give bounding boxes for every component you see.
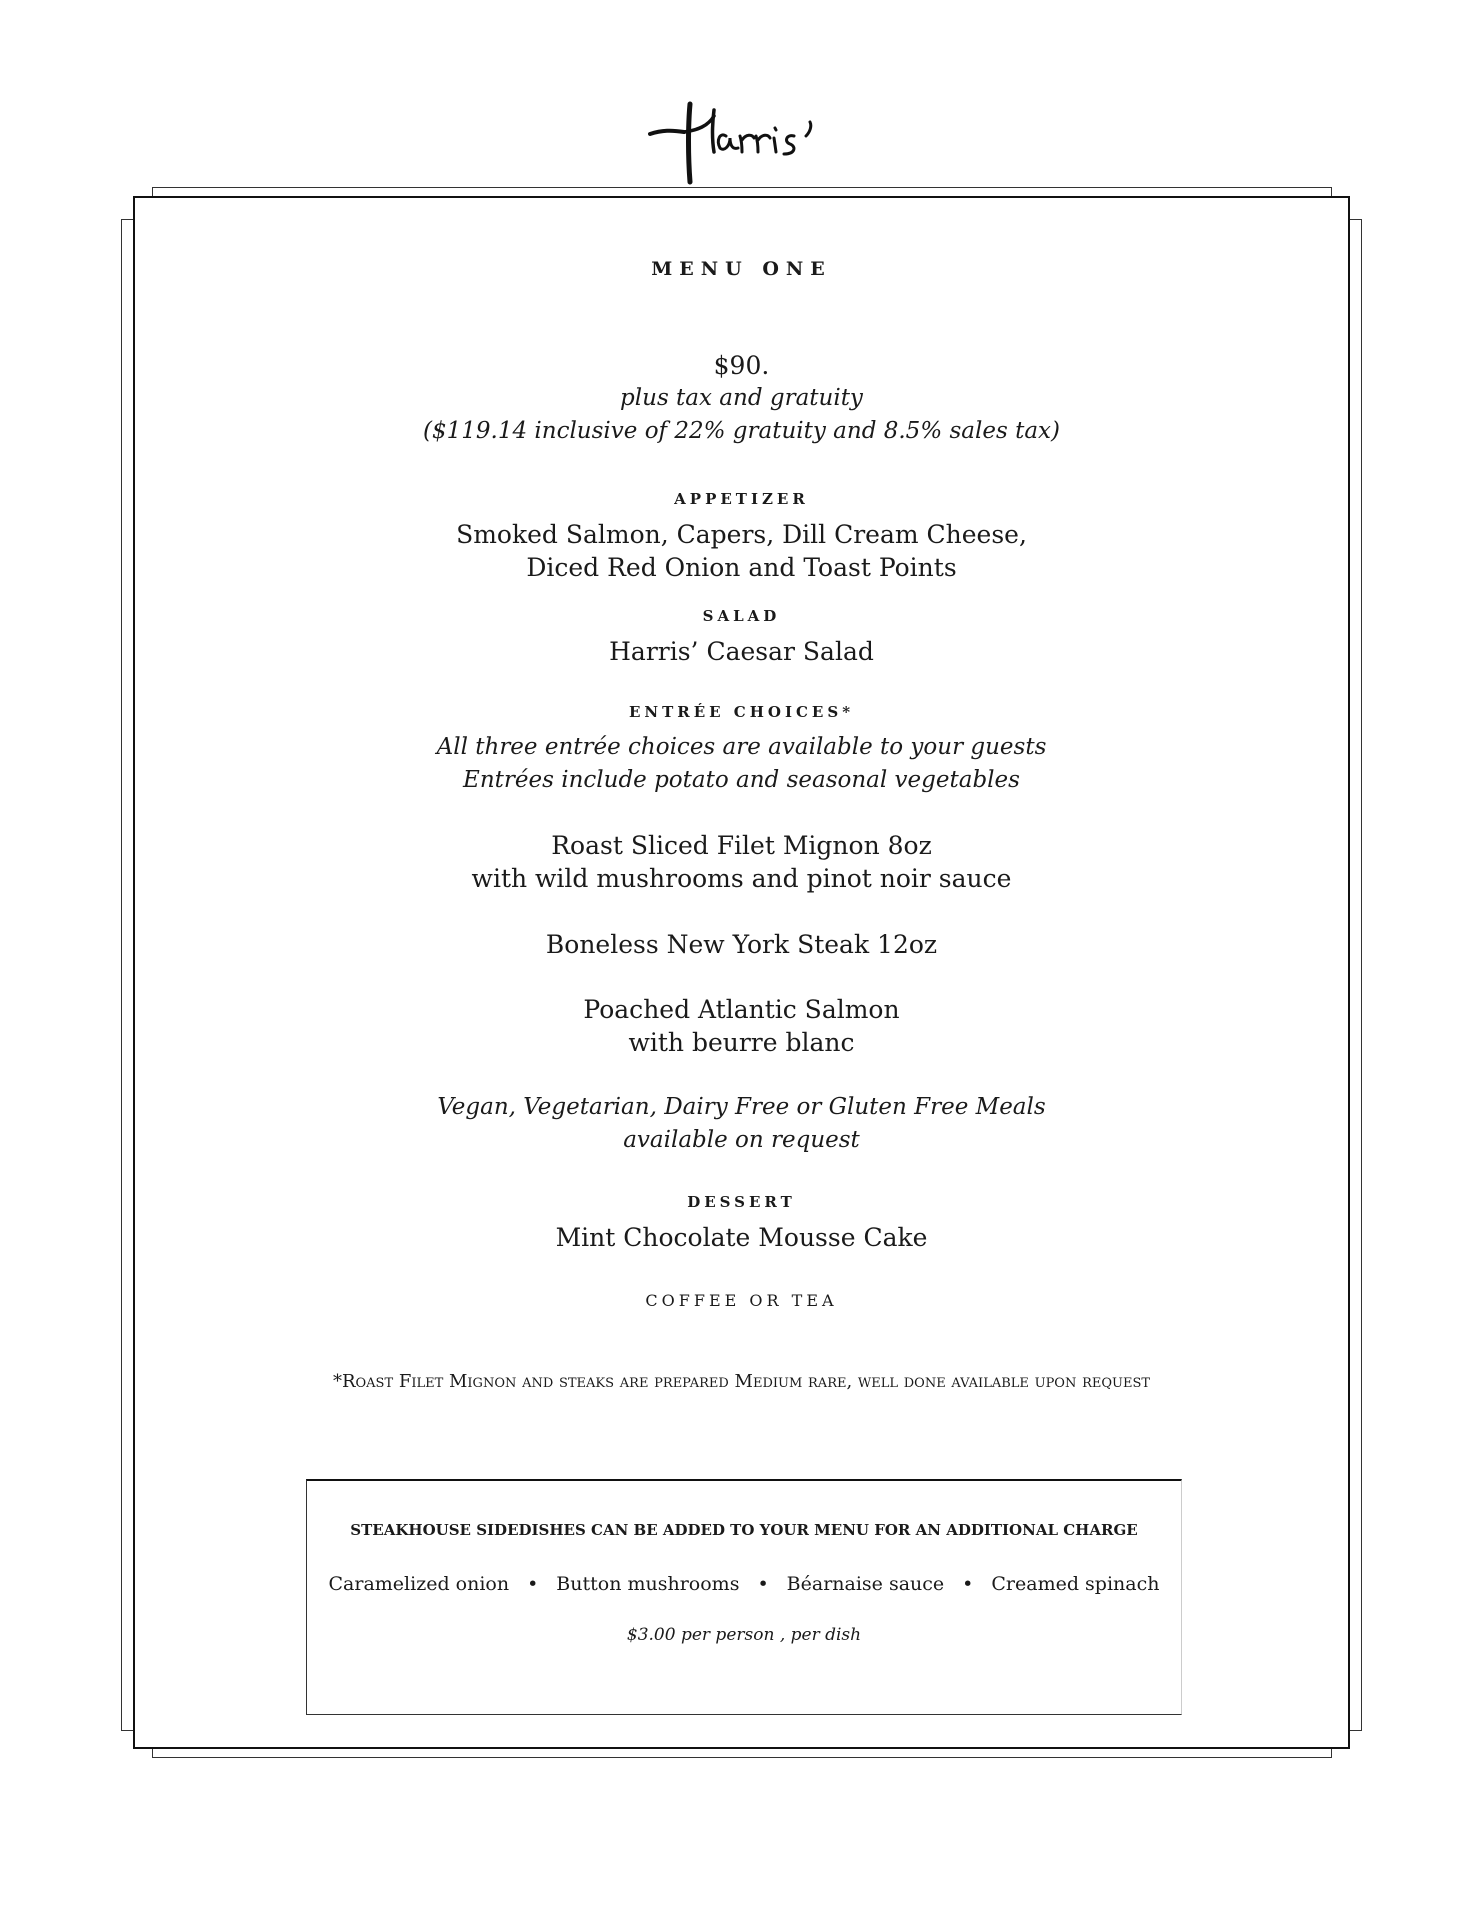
sidedishes-list [307,1573,1181,1595]
steak-footnote: *Roast Filet Mignon and steaks are prepared Medium rare, well done available upon request [332,1371,1151,1392]
entree-choice-1-line-2: with wild mushrooms and pinot noir sauce [471,864,1012,893]
sidedishes-box [306,1479,1182,1715]
appetizer-heading: APPETIZER [674,490,809,508]
dessert-item: Mint Chocolate Mousse Cake [555,1223,928,1252]
coffee-or-tea: COFFEE OR TEA [645,1291,838,1310]
menu-price: $90. [713,351,770,380]
logo-signature-icon [642,96,852,188]
entree-choice-1-line-1: Roast Sliced Filet Mignon 8oz [551,831,932,860]
sidedish-item: Caramelized onion [328,1573,510,1595]
harris-logo [642,96,852,188]
appetizer-line-2: Diced Red Onion and Toast Points [526,553,957,582]
entree-note-1: All three entrée choices are available to your guests [436,734,1047,760]
entree-choice-3-line-1: Poached Atlantic Salmon [583,995,900,1024]
bullet-separator: • [527,1573,539,1595]
bullet-separator: • [962,1573,974,1595]
entree-choice-3-line-2: with beurre blanc [628,1028,855,1057]
sidedishes-title: STEAKHOUSE SIDEDISHES CAN BE ADDED TO YOUR MENU FOR AN ADDITIONAL CHARGE [350,1521,1138,1539]
price-inclusive: ($119.14 inclusive of 22% gratuity and 8.5% sales tax) [423,418,1060,444]
special-meals-line-1: Vegan, Vegetarian, Dairy Free or Gluten Free Meals [437,1094,1046,1120]
sidedish-item: Creamed spinach [991,1573,1160,1595]
bullet-separator: • [757,1573,769,1595]
appetizer-line-1: Smoked Salmon, Capers, Dill Cream Cheese, [456,520,1027,549]
sidedish-item: Béarnaise sauce [786,1573,945,1595]
dessert-heading: DESSERT [687,1193,796,1211]
frame-right-line [1349,219,1362,1731]
frame-bottom-line [152,1748,1332,1758]
entree-note-2: Entrées include potato and seasonal vegetables [463,767,1020,793]
salad-heading: SALAD [702,607,781,625]
menu-title: MENU ONE [651,258,832,280]
entree-choice-2: Boneless New York Steak 12oz [545,930,938,959]
sidedishes-price: $3.00 per person , per dish [626,1625,862,1645]
entree-heading: ENTRÉE CHOICES* [628,703,855,721]
price-note: plus tax and gratuity [620,385,863,411]
salad-item: Harris’ Caesar Salad [609,637,874,666]
sidedish-item: Button mushrooms [556,1573,740,1595]
special-meals-line-2: available on request [623,1127,860,1153]
